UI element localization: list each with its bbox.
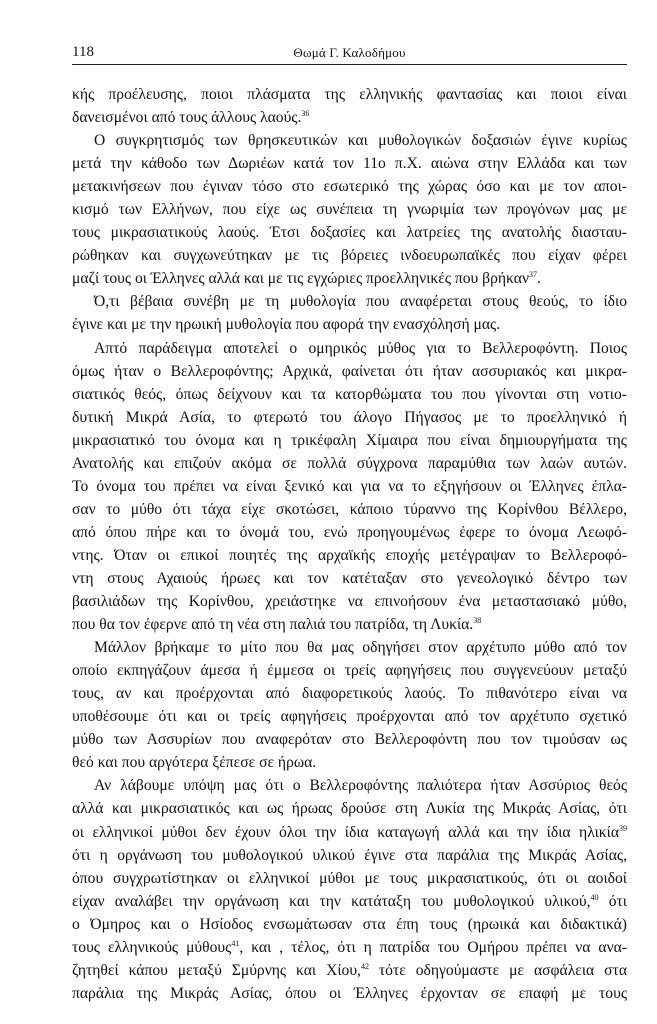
text-line bbox=[72, 198, 627, 221]
line-text: ντη στους Αχαιούς ήρωες και τον κατέταξαν στο γενεολογικό δέντρο των bbox=[72, 569, 627, 587]
text-line bbox=[72, 797, 627, 820]
line-text: μετακινήσεων που έγιναν τόσο στο εσωτερικό της χώρας όσο και με τον αποι- bbox=[72, 178, 627, 196]
line-text: οι ελληνικοί μύθοι δεν έχουν όλοι την ίδια καταγωγή αλλά και την ίδια ηλικία bbox=[72, 823, 619, 841]
line-text: ρώθηκαν και συγχωνεύτηκαν με τις βόρειες ινδοευρωπαϊκές που είχαν φέρει bbox=[72, 247, 627, 265]
text-line bbox=[72, 221, 627, 244]
text-line bbox=[72, 267, 627, 290]
line-text: τους ελληνικούς μύθους bbox=[72, 938, 232, 956]
line-text: μικρασιατικό του όνομα και η τρικέφαλη Χίμαιρα που είναι δημιουργήματα της bbox=[72, 431, 627, 449]
text-line bbox=[72, 498, 627, 521]
text-line bbox=[72, 475, 627, 498]
text-line bbox=[72, 106, 627, 129]
text-line bbox=[72, 383, 627, 406]
text-line bbox=[72, 982, 627, 1005]
line-text: Ο συγκρητισμός των θρησκευτικών και μυθολογικών δοξασιών έγινε κυρίως bbox=[94, 132, 627, 150]
text-line bbox=[72, 567, 627, 590]
text-line bbox=[72, 636, 627, 659]
text-line bbox=[72, 290, 627, 313]
text-line bbox=[72, 244, 627, 267]
line-text-after-footnote: , και , τέλος, ότι η πατρίδα του Ομήρου πρέπει να ανα- bbox=[239, 938, 627, 956]
text-line bbox=[72, 867, 627, 890]
line-text: Ό,τι βέβαια συνέβη με τη μυθολογία που αναφέρεται στους θεούς, το ίδιο bbox=[94, 293, 627, 311]
page-number: 118 bbox=[72, 44, 94, 60]
text-line bbox=[72, 360, 627, 383]
text-line bbox=[72, 936, 627, 959]
line-text: παράλια της Μικράς Ασίας, όπου οι Έλληνες έρχονταν σε επαφή με τους bbox=[72, 984, 627, 1002]
text-line bbox=[72, 890, 627, 913]
line-text-after-footnote: τότε οδηγούμαστε με ασφάλεια στα bbox=[368, 961, 627, 979]
text-line bbox=[72, 544, 627, 567]
line-text: όπου συγχρωτίστηκαν οι ελληνικοί μύθοι με τους μικρασιατικούς, ότι οι αοιδοί bbox=[72, 869, 627, 887]
line-text: ζητηθεί κάπου μεταξύ Σμύρνης και Χίου, bbox=[72, 961, 361, 979]
paragraph bbox=[72, 636, 627, 774]
line-text: Αν λάβουμε υπόψη μας ότι ο Βελλεροφόντης παλιότερα ήταν Ασσύριος θεός bbox=[94, 777, 627, 795]
line-text: τους, αν και προέρχονται από διαφορετικούς λαούς. Το πιθανότερο είναι να bbox=[72, 685, 627, 703]
line-text: σιατικός θεός, όπως δείχνουν και τα κατορθώματα του που γίνονται στη νοτιο- bbox=[72, 385, 627, 403]
text-line bbox=[72, 313, 627, 336]
line-text-after-footnote: ότι bbox=[598, 892, 627, 910]
line-text: υποθέσουμε ότι και οι τρείς αφηγήσεις προέρχονται από τον αρχέτυπο σχετικό bbox=[72, 708, 627, 726]
paragraph bbox=[72, 129, 627, 290]
line-text: που θα τον έφερνε από τη νέα στη παλιά του πατρίδα, τη Λυκία. bbox=[72, 616, 474, 634]
text-line bbox=[72, 613, 627, 636]
paragraph bbox=[72, 290, 627, 336]
text-line bbox=[72, 521, 627, 544]
footnote-marker[interactable]: 39 bbox=[619, 823, 627, 833]
text-line bbox=[72, 590, 627, 613]
footnote-marker[interactable]: 36 bbox=[301, 109, 310, 119]
line-text: δανεισμένοι από τους άλλους λαούς. bbox=[72, 109, 302, 127]
line-text: ο Όμηρος και ο Ησίοδος ενσωμάτωσαν στα έπη τους (ηρωικά και διδακτικά) bbox=[72, 915, 627, 933]
line-text: Απτό παράδειγμα αποτελεί ο ομηρικός μύθος για το Βελλεροφόντη. Ποιος bbox=[94, 339, 627, 357]
line-text: οποίο εκπηγάζουν άμεσα ή έμμεσα οι τρείς αφηγήσεις που συγγενεύουν μεταξύ bbox=[72, 662, 627, 680]
text-line bbox=[72, 751, 627, 774]
line-text: ότι η οργάνωση του μυθολογικού υλικού έγινε στα παράλια της Μικράς Ασίας, bbox=[72, 846, 627, 864]
page-body bbox=[72, 83, 627, 1005]
text-line bbox=[72, 659, 627, 682]
page-header bbox=[72, 40, 627, 65]
running-head: Θωμά Γ. Καλοδήμου bbox=[293, 45, 406, 60]
paragraph bbox=[72, 774, 627, 1004]
text-line bbox=[72, 429, 627, 452]
text-line bbox=[72, 728, 627, 751]
footnote-marker[interactable]: 42 bbox=[360, 961, 369, 971]
line-text: μύθο των Ασσυρίων που αναφερόταν στο Βελλεροφόντη που τον τιμούσαν ως bbox=[72, 731, 627, 749]
line-text: κής προέλευσης, ποιοι πλάσματα της ελληνικής φαντασίας και ποιοι είναι bbox=[72, 86, 627, 103]
line-text: δυτική Μικρά Ασία, το φτερωτό του άλογο Πήγασος με το προελληνικό ή bbox=[72, 408, 627, 426]
text-line bbox=[72, 682, 627, 705]
text-line bbox=[72, 129, 627, 152]
text-line bbox=[72, 821, 627, 844]
line-text: βασιλιάδων της Κορίνθου, χρειάστηκε να επινοήσουν ένα μεταστασιακό μύθο, bbox=[72, 593, 627, 611]
text-line bbox=[72, 452, 627, 475]
text-line bbox=[72, 774, 627, 797]
book-page bbox=[72, 40, 627, 1005]
line-text: είχαν αναλάβει την οργάνωση και την κατάταξη του μυθολογικού υλικού, bbox=[72, 892, 591, 910]
line-text: ντης. Όταν οι επικοί ποιητές της αρχαϊκής εποχής μετέγραψαν το Βελλεροφό- bbox=[72, 546, 627, 564]
line-text: κισμό των Ελλήνων, που είχε ως συνέπεια τη γνωριμία των προγόνων μας με bbox=[72, 201, 627, 219]
footnote-marker[interactable]: 38 bbox=[473, 616, 482, 626]
line-text: τους μικρασιατικούς λαούς. Έτσι δοξασίες και λατρείες της ανατολής διασταυ- bbox=[72, 224, 627, 242]
line-text: όμως ήταν ο Βελλεροφόντης; Αρχικά, φαίνεται ότι ήταν ασσυριακός και μικρα- bbox=[72, 362, 627, 380]
line-text: έγινε και με την ηρωική μυθολογία που αφορά την ενασχόλησή μας. bbox=[72, 316, 501, 334]
text-line bbox=[72, 844, 627, 867]
footnote-marker[interactable]: 37 bbox=[529, 270, 537, 280]
text-line bbox=[72, 705, 627, 728]
line-text-after-footnote: . bbox=[537, 270, 541, 288]
line-text: μετά την κάθοδο των Δωριέων κατά τον 11ο π.Χ. αιώνα στην Ελλάδα και των bbox=[72, 155, 627, 173]
text-line bbox=[72, 913, 627, 936]
text-line bbox=[72, 959, 627, 982]
text-line bbox=[72, 406, 627, 429]
line-text: από όπου πήρε και το όνομά του, ενώ προηγουμένως έφερε το όνομα Λεωφό- bbox=[72, 523, 627, 541]
text-line bbox=[72, 175, 627, 198]
line-text: Το όνομα του πρέπει να είναι ξενικό και για να το εξηγήσουν οι Έλληνες έπλα- bbox=[72, 477, 627, 495]
paragraph bbox=[72, 337, 627, 637]
line-text: Ανατολής και επιζούν ακόμα σε πολλά σύγχρονα παραμύθια των λαών αυτών. bbox=[72, 454, 627, 472]
footnote-marker[interactable]: 40 bbox=[590, 892, 599, 902]
line-text: θεό και που αργότερα ξέπεσε σε ήρωα. bbox=[72, 754, 317, 772]
line-text: Μάλλον βρήκαμε το μίτο που θα μας οδηγήσει στον αρχέτυπο μύθο από τον bbox=[94, 639, 627, 657]
line-text: σαν το μύθο ότι τάχα είχε σκοτώσει, κάποιο τύραννο της Κορίνθου Βέλλερο, bbox=[72, 500, 627, 518]
paragraph bbox=[72, 83, 627, 129]
footnote-marker[interactable]: 41 bbox=[231, 938, 240, 948]
line-text: μαζί τους οι Έλληνες αλλά και με τις εγχώριες προελληνικές που βρήκαν bbox=[72, 270, 529, 288]
text-line bbox=[72, 83, 627, 106]
line-text: αλλά και μικρασιατικός και ως ήρωας δρούσε στη Λυκία της Μικράς Ασίας, ότι bbox=[72, 800, 627, 818]
text-line bbox=[72, 152, 627, 175]
text-line bbox=[72, 337, 627, 360]
